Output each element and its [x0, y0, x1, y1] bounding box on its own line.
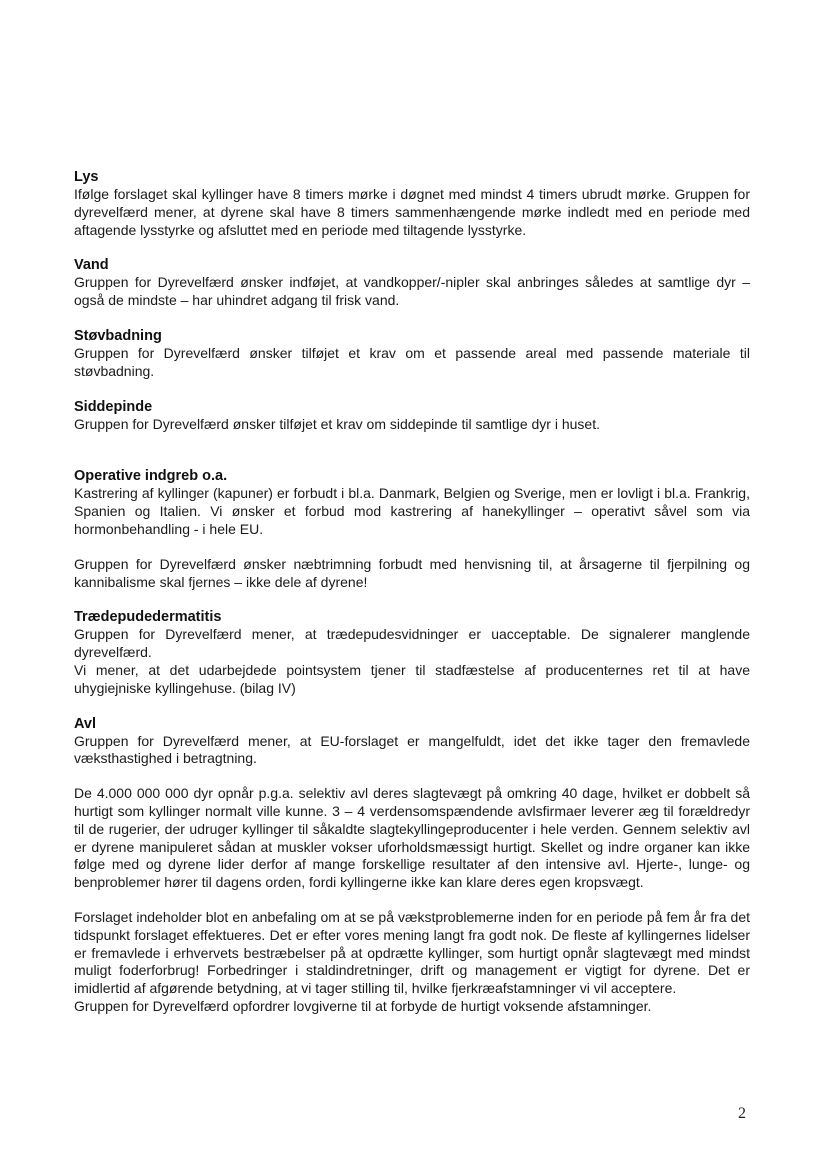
section-lys: [74, 168, 750, 239]
section-stovbadning: [74, 327, 750, 381]
document-page: [74, 168, 750, 1016]
paragraph: Gruppen for Dyrevelfærd ønsker næbtrimning forbudt med henvisning til, at årsagerne til fjerpilning og kannibalisme skal fjernes – ikke dele af dyrene!: [74, 555, 750, 590]
section-operative-indgreb: [74, 467, 750, 591]
paragraph: Gruppen for Dyrevelfærd mener, at EU-forslaget er mangelfuldt, idet det ikke tager den fremavlede væksthastighed i betragtning.: [74, 732, 750, 767]
section-heading: Operative indgreb o.a.: [74, 468, 228, 485]
section-siddepinde: [74, 398, 750, 434]
section-heading: Lys: [74, 169, 99, 185]
section-avl: [74, 715, 750, 1016]
section-heading: Avl: [74, 715, 97, 732]
section-heading: Vand: [74, 257, 109, 274]
paragraph: Gruppen for Dyrevelfærd mener, at trædepudesvidninger er uacceptable. De signalerer manglende dyrevelfærd.: [74, 626, 750, 661]
section-heading: Trædepudedermatitis: [74, 609, 222, 626]
paragraph: Ifølge forslaget skal kyllinger have 8 timers mørke i døgnet med mindst 4 timers ubrudt mørke. Gruppen for dyrevelfærd mener, at dyrene skal have 8 timers sammenhængende mørke indledt med en periode med aftagende lysstyrke og afsluttet med en periode med tiltagende lysstyrke.: [74, 186, 750, 238]
section-heading: Støvbadning: [74, 327, 162, 344]
paragraph: Forslaget indeholder blot en anbefaling om at se på vækstproblemerne inden for en periode på fem år fra det tidspunkt forslaget effektueres. Det er efter vores mening langt fra godt nok. De fleste af kyllingernes lidelser er fremavlede i erhvervets bestræbelser på at opdrætte kyllinger, som hurtigt opnår slagtevægt med mindst muligt foderforbrug! Forbedringer i staldindretninger, drift og management er vigtigt for dyrene. Det er imidlertid af afgørende betydning, at vi tager stilling til, hvilke fjerkræafstamninger vi vil acceptere.: [74, 908, 750, 997]
paragraph: Gruppen for Dyrevelfærd ønsker tilføjet et krav om siddepinde til samtlige dyr i huset.: [74, 415, 600, 432]
paragraph: Kastrering af kyllinger (kapuner) er forbudt i bl.a. Danmark, Belgien og Sverige, men er lovligt i bl.a. Frankrig, Spanien og Italien. Vi ønsker et forbud mod kastrering af hanekyllinger – operativt såvel som via hormonbehandling - i hele EU.: [74, 485, 750, 537]
paragraph: De 4.000 000 000 dyr opnår p.g.a. selektiv avl deres slagtevægt på omkring 40 dage, hvilket er dobbelt så hurtigt som kyllinger normalt ville kunne. 3 – 4 verdensomspændende avlsfirmaer leverer æg til forældredyr til de rugerier, der udruger kyllinger til såkaldte slagtekyllingeproducenter i hele verden. Gennem selektiv avl er dyrene manipuleret sådan at muskler vokser uforholdsmæssigt hurtigt. Skellet og indre organer kan ikke følge med og dyrene lider derfor af mange forskellige resultater af den intensive avl. Hjerte-, lunge- og benproblemer hører til dagens orden, fordi kyllingerne ikke kan klare deres egen kropsvægt.: [74, 785, 750, 891]
section-heading: Siddepinde: [74, 398, 153, 415]
paragraph: Vi mener, at det udarbejdede pointsystem tjener til stadfæstelse af producenternes ret til at have uhygiejniske kyllingehuse. (bilag IV): [74, 661, 750, 696]
section-traedepudedermatitis: [74, 608, 750, 697]
page-number: 2: [738, 1105, 746, 1122]
paragraph: Gruppen for Dyrevelfærd ønsker indføjet, at vandkopper/-nipler skal anbringes således at samtlige dyr – også de mindste – har uhindret adgang til frisk vand.: [74, 274, 750, 309]
section-vand: [74, 256, 750, 310]
paragraph: Gruppen for Dyrevelfærd opfordrer lovgiverne til at forbyde de hurtigt voksende afstamninger.: [74, 997, 652, 1014]
paragraph: Gruppen for Dyrevelfærd ønsker tilføjet et krav om et passende areal med passende materiale til støvbadning.: [74, 344, 750, 379]
